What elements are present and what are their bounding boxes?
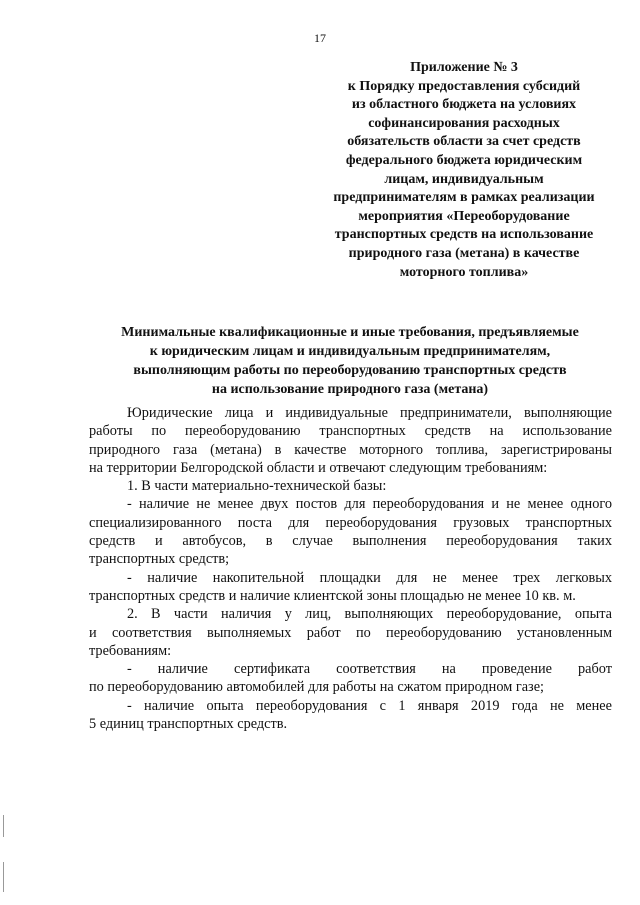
appendix-line: обязательств области за счет средств <box>347 134 581 150</box>
body-line: транспортных средств и наличие клиентской зоны площадью не менее 10 кв. м. <box>89 587 576 604</box>
body-line: - наличие не менее двух постов для переоборудования и не менее одного <box>127 496 612 513</box>
appendix-line: природного газа (метана) в качестве <box>348 245 580 261</box>
appendix-line: Приложение № 3 <box>410 60 518 75</box>
body-line: 2. В части наличия у лиц, выполняющих переоборудование, опыта <box>127 606 612 623</box>
body-line: средств и автобусов, в случае выполнения переоборудования таких <box>89 533 612 550</box>
section-heading: 1. В части материально-технической базы: <box>127 478 387 495</box>
body-line: транспортных средств; <box>89 551 230 568</box>
title-line: Минимальные квалификационные и иные требования, предъявляемые <box>121 325 579 340</box>
appendix-line: из областного бюджета на условиях <box>351 97 577 113</box>
scan-margin-mark <box>3 815 4 837</box>
title-line: к юридическим лицам и индивидуальным предпринимателям, <box>149 344 551 359</box>
appendix-line: предпринимателям в рамках реализации <box>333 190 595 206</box>
scan-margin-mark <box>3 862 4 892</box>
document-title <box>80 323 620 399</box>
body-line: требованиям: <box>89 642 172 659</box>
body-line: по переоборудованию автомобилей для работы на сжатом природном газе; <box>89 679 545 696</box>
appendix-line: моторного топлива» <box>399 264 529 280</box>
appendix-header <box>318 59 610 282</box>
title-line: выполняющим работы по переоборудованию транспортных средств <box>133 363 567 378</box>
appendix-line: к Порядку предоставления субсидий <box>347 78 581 94</box>
body-line: - наличие накопительной площадки для не менее трех легковых <box>127 569 612 586</box>
page-number: 17 <box>314 31 326 45</box>
appendix-line: софинансирования расходных <box>368 115 560 131</box>
body-line: работы по переоборудованию транспортных средств на использование <box>89 423 612 440</box>
body-line: и соответствия выполняемых работ по переоборудованию установленным <box>89 624 612 641</box>
appendix-line: мероприятия «Переоборудование <box>358 208 570 224</box>
body-line: природного газа (метана) в качестве моторного топлива, зарегистрированы <box>89 441 612 458</box>
body-line: специализированного поста для переоборудования грузовых транспортных <box>89 514 612 531</box>
title-line: на использование природного газа (метана) <box>211 382 489 397</box>
body-line: на территории Белгородской области и отвечают следующим требованиям: <box>89 459 548 476</box>
body-line: - наличие сертификата соответствия на проведение работ <box>127 661 612 678</box>
document-body <box>89 404 612 733</box>
body-line: Юридические лица и индивидуальные предприниматели, выполняющие <box>127 405 612 421</box>
appendix-line: транспортных средств на использование <box>334 227 594 243</box>
body-line: 5 единиц транспортных средств. <box>89 716 288 733</box>
appendix-line: лицам, индивидуальным <box>384 171 544 187</box>
appendix-line: федерального бюджета юридическим <box>345 152 583 168</box>
body-line: - наличие опыта переоборудования с 1 января 2019 года не менее <box>127 697 612 714</box>
